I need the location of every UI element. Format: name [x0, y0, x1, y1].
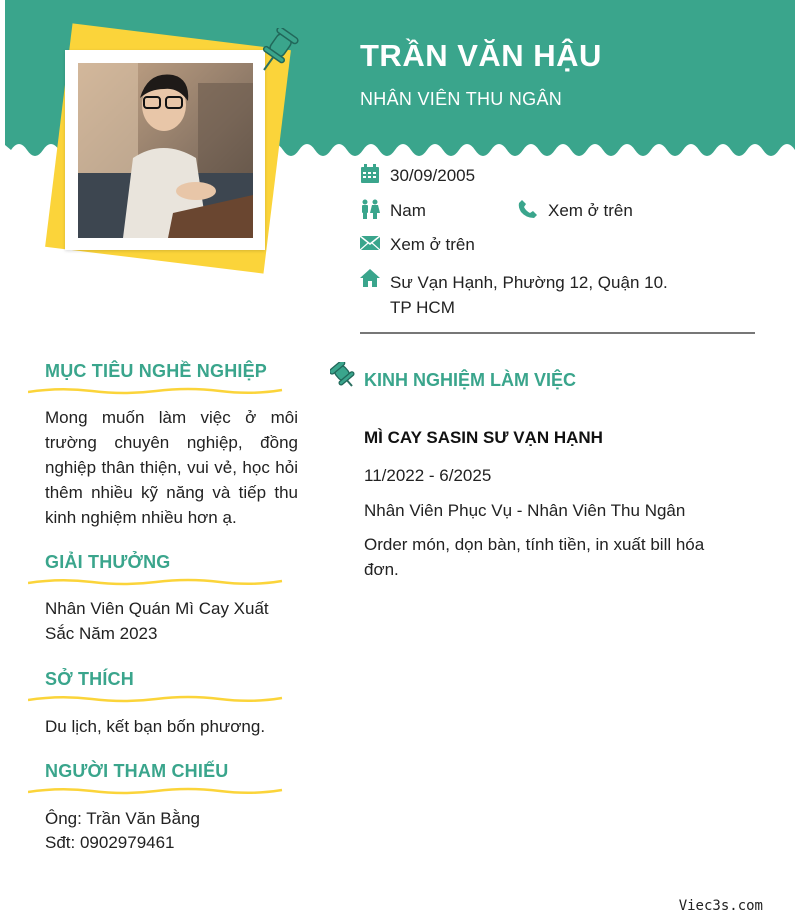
gender: Nam: [390, 201, 426, 220]
email: Xem ở trên: [390, 235, 475, 254]
pushpin-icon: [250, 28, 300, 81]
gender-icon: [360, 199, 380, 224]
objective-text: Mong muốn làm việc ở môi trường chuyên nghiệp, đồng nghiệp thân thiện, vui vẻ, học hỏi thêm nhiều kỹ năng và tiếp thu kinh nghiệm nhiều hơn ạ.: [45, 408, 298, 527]
references-phone: Sđt: 0902979461: [45, 833, 175, 852]
profile-photo-card: [40, 28, 300, 273]
experience-description: Order món, dọn bàn, tính tiền, in xuất bill hóa đơn.: [364, 535, 705, 579]
candidate-name: TRẦN VĂN HẬU: [360, 38, 602, 73]
objective-title: MỤC TIÊU NGHỀ NGHIỆP: [45, 361, 268, 381]
objective-underline: [28, 386, 283, 396]
references-name: Ông: Trần Văn Bằng: [45, 809, 200, 828]
footer-brand: Viec3s.com: [678, 898, 763, 914]
awards-text: Nhân Viên Quán Mì Cay Xuất Sắc Năm 2023: [45, 599, 269, 643]
hobbies-underline: [28, 694, 283, 704]
experience-period: 11/2022 - 6/2025: [364, 466, 492, 485]
header-divider: [360, 332, 755, 334]
awards-title: GIẢI THƯỞNG: [45, 552, 171, 572]
experience-company: MÌ CAY SASIN SƯ VẠN HẠNH: [364, 428, 603, 447]
avatar: [78, 63, 253, 238]
phone-icon: [518, 199, 538, 224]
calendar-icon: [360, 164, 380, 189]
date-of-birth: 30/09/2005: [390, 166, 476, 185]
address: Sư Vạn Hạnh, Phường 12, Quận 10. TP HCM: [390, 273, 668, 317]
photo-frame: [65, 50, 265, 250]
awards-underline: [28, 577, 283, 587]
experience-position: Nhân Viên Phục Vụ - Nhân Viên Thu Ngân: [364, 501, 686, 520]
phone: Xem ở trên: [548, 201, 633, 220]
references-title: NGƯỜI THAM CHIẾU: [45, 761, 229, 781]
experience-title: KINH NGHIỆM LÀM VIỆC: [364, 370, 577, 390]
hobbies-text: Du lịch, kết bạn bốn phương.: [45, 717, 266, 736]
job-title: NHÂN VIÊN THU NGÂN: [360, 89, 563, 109]
experience-pin-icon: [330, 362, 358, 395]
email-icon: [360, 235, 380, 256]
home-icon: [360, 268, 380, 293]
references-underline: [28, 786, 283, 796]
hobbies-title: SỞ THÍCH: [45, 669, 134, 689]
